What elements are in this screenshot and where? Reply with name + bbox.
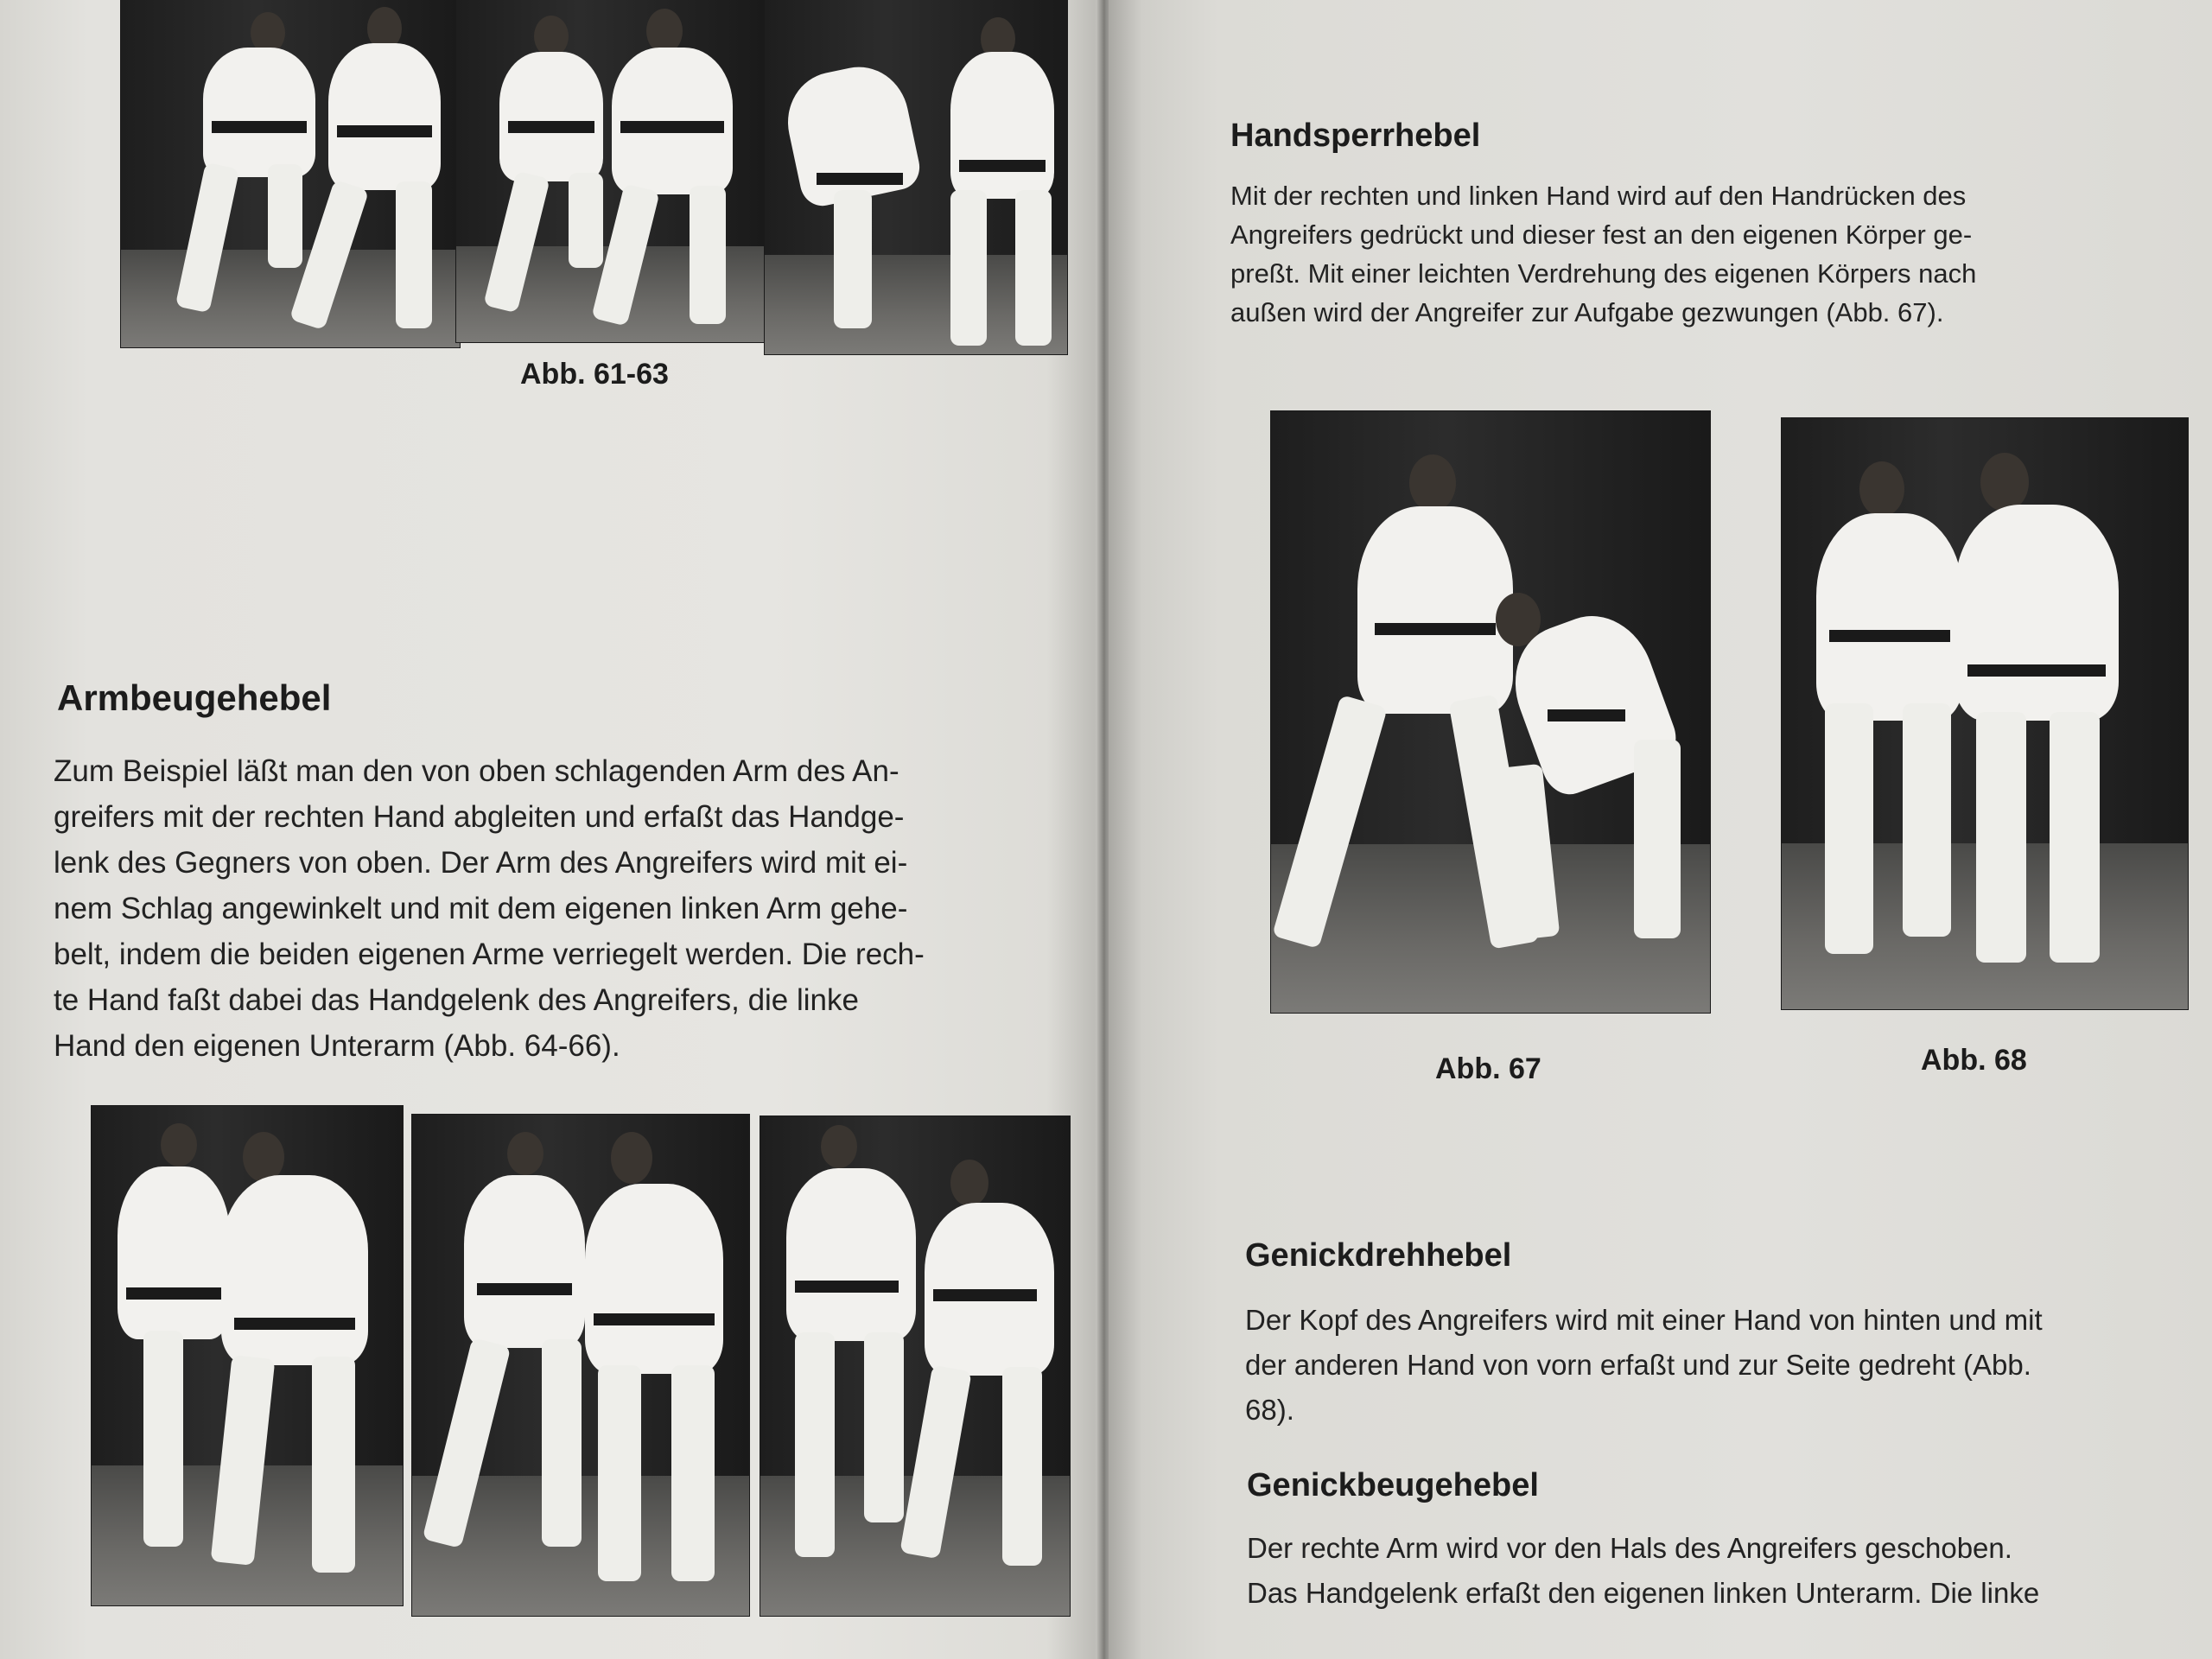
text-line: greifers mit der rechten Hand abgleiten und erfaßt das Handge- — [54, 800, 905, 834]
photo-abb-64 — [92, 1106, 403, 1605]
caption-abb-68: Abb. 68 — [1921, 1044, 2027, 1077]
caption-abb-67: Abb. 67 — [1435, 1052, 1541, 1085]
paragraph-genickbeugehebel — [1247, 1526, 2206, 1616]
heading-armbeugehebel: Armbeugehebel — [57, 677, 332, 718]
photo-abb-67 — [1271, 411, 1710, 1013]
text-line: belt, indem die beiden eigenen Arme verriegelt werden. Die rech- — [54, 938, 925, 971]
text-line: außen wird der Angreifer zur Aufgabe gezwungen (Abb. 67). — [1230, 297, 1944, 327]
text-line: Zum Beispiel läßt man den von oben schlagenden Arm des An- — [54, 754, 899, 788]
paragraph-genickdrehhebel — [1245, 1298, 2204, 1433]
text-line: der anderen Hand von vorn erfaßt und zur Seite gedreht (Abb. — [1245, 1349, 2031, 1381]
paragraph-armbeugehebel — [54, 748, 1090, 1069]
photo-abb-66 — [760, 1116, 1070, 1616]
paragraph-handsperrhebel — [1230, 176, 2181, 332]
right-page — [1109, 0, 2212, 1659]
left-page — [0, 0, 1102, 1659]
heading-handsperrhebel: Handsperrhebel — [1230, 118, 1481, 154]
text-line: Der Kopf des Angreifers wird mit einer Hand von hinten und mit — [1245, 1304, 2043, 1336]
text-line: Mit der rechten und linken Hand wird auf den Handrücken des — [1230, 181, 1967, 211]
photo-abb-63 — [765, 0, 1067, 354]
photo-abb-65 — [412, 1115, 749, 1616]
text-line: Hand den eigenen Unterarm (Abb. 64-66). — [54, 1029, 620, 1063]
photo-abb-68 — [1782, 418, 2188, 1009]
photo-abb-61 — [121, 0, 460, 347]
text-line: preßt. Mit einer leichten Verdrehung des eigenen Körpers nach — [1230, 258, 1977, 289]
text-line: Das Handgelenk erfaßt den eigenen linken Unterarm. Die linke — [1247, 1577, 2040, 1609]
text-line: Der rechte Arm wird vor den Hals des Angreifers geschoben. — [1247, 1532, 2012, 1564]
photo-abb-62 — [456, 0, 764, 342]
text-line: 68). — [1245, 1394, 1294, 1426]
text-line: te Hand faßt dabei das Handgelenk des Angreifers, die linke — [54, 983, 859, 1017]
caption-abb-61-63: Abb. 61-63 — [520, 358, 669, 391]
text-line: nem Schlag angewinkelt und mit dem eigenen linken Arm gehe- — [54, 892, 908, 925]
text-line: lenk des Gegners von oben. Der Arm des Angreifers wird mit ei- — [54, 846, 908, 880]
heading-genickbeugehebel: Genickbeugehebel — [1247, 1467, 1539, 1503]
heading-genickdrehhebel: Genickdrehhebel — [1245, 1237, 1512, 1274]
text-line: Angreifers gedrückt und dieser fest an den eigenen Körper ge- — [1230, 219, 1973, 250]
